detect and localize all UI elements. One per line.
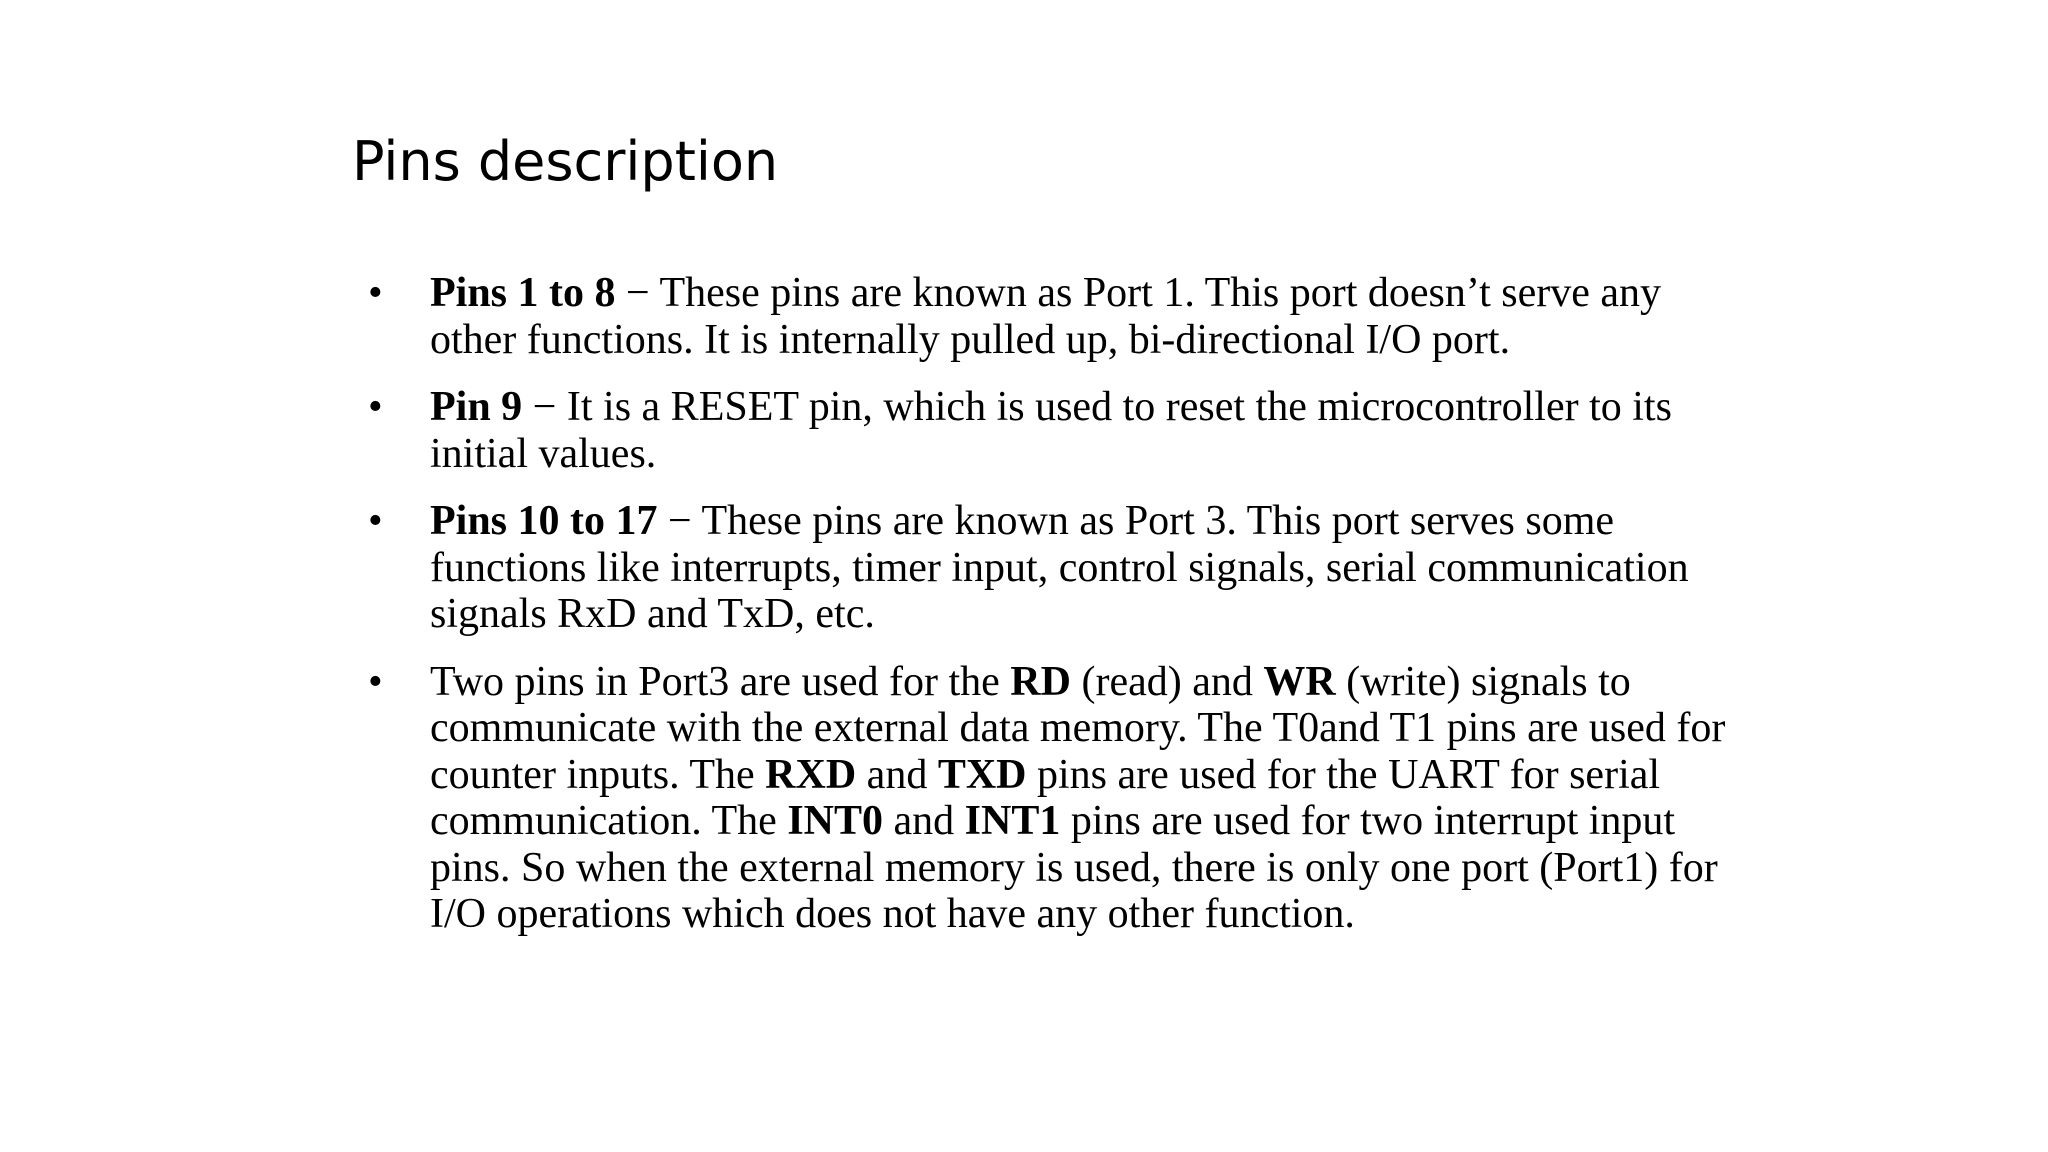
bullet-text xyxy=(430,659,1738,938)
bullet-run: and xyxy=(883,798,965,844)
bullet-run-bold: RD xyxy=(1010,658,1071,705)
slide-title: Pins description xyxy=(352,130,779,193)
bullet-run: − These pins are known as Port 3. This port serves some functions like interrupts, timer input, control signals, serial communication signals RxD and TxD, etc. xyxy=(430,498,1689,637)
bullet-run: (read) and xyxy=(1070,658,1264,705)
bullet-text xyxy=(430,270,1738,363)
bullet-icon: • xyxy=(368,658,383,705)
bullet-run: pins are used for two interrupt input pins. So when the external memory is used, there is only one port (Port1) for I/O operations which does not have any other function. xyxy=(430,798,1718,937)
bullet-text xyxy=(430,498,1738,638)
bullet-run-bold: TXD xyxy=(937,751,1027,798)
bullet-run-bold: Pin 9 xyxy=(430,384,523,430)
bullet-icon: • xyxy=(368,270,383,316)
bullet-run: (write) signals to communicate with the external data memory. The T0and T1 pins are used for counter inputs. The xyxy=(430,658,1726,798)
bullet-item-pin-9 xyxy=(368,384,1738,477)
bullet-item-pins-10-to-17 xyxy=(368,498,1738,638)
bullet-item-pins-1-to-8 xyxy=(368,270,1738,363)
bullet-run-bold: INT0 xyxy=(787,798,884,844)
bullet-run-bold: WR xyxy=(1263,658,1336,705)
bullet-item-port3-signals xyxy=(368,659,1738,938)
bullet-run: and xyxy=(856,751,938,798)
bullet-icon: • xyxy=(368,498,383,544)
bullet-text xyxy=(430,384,1738,477)
bullet-run-bold: Pins 10 to 17 xyxy=(430,498,658,544)
bullet-list xyxy=(368,270,1738,959)
bullet-run: − These pins are known as Port 1. This port doesn’t serve any other functions. It is internally pulled up, bi-directional I/O port. xyxy=(430,270,1662,363)
bullet-run-bold: INT1 xyxy=(964,798,1061,844)
bullet-run: pins are used for the UART for serial communication. The xyxy=(430,751,1661,844)
bullet-run: Two pins in Port3 are used for the xyxy=(430,658,1011,705)
bullet-run-bold: Pins 1 to 8 xyxy=(430,270,616,316)
bullet-run: − It is a RESET pin, which is used to reset the microcontroller to its initial values. xyxy=(430,384,1672,477)
bullet-run-bold: RXD xyxy=(765,751,857,798)
bullet-icon: • xyxy=(368,384,383,430)
